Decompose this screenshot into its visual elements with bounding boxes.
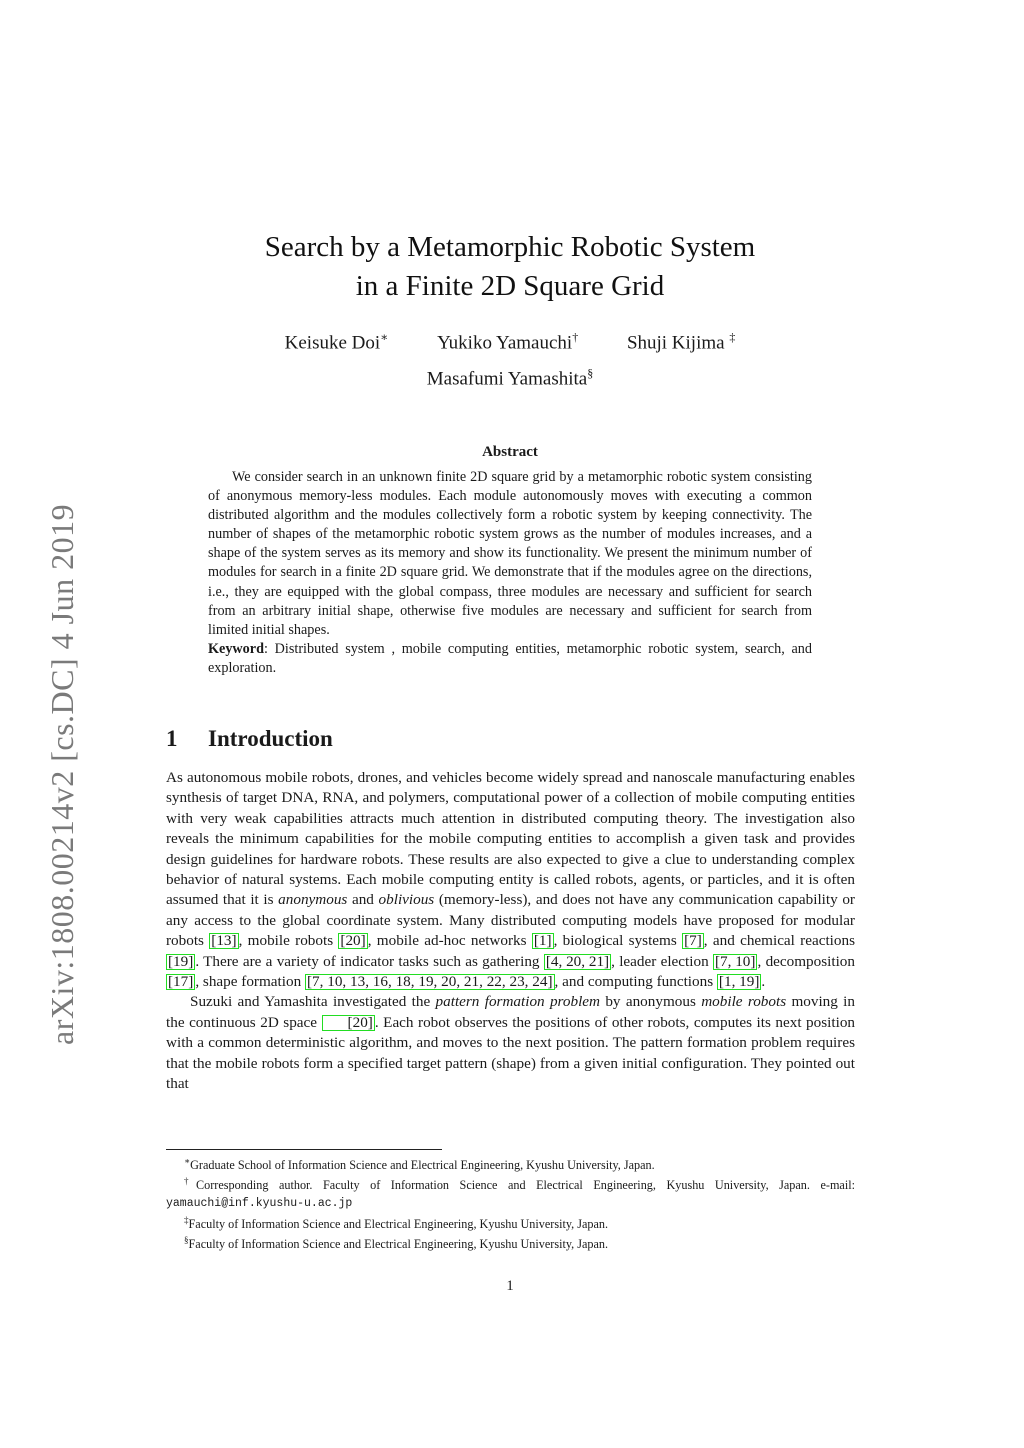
footnotes	[166, 1153, 855, 1253]
footnote: ∗Graduate School of Information Science and Electrical Engineering, Kyushu University, Japan.	[184, 1156, 655, 1173]
section-heading: 1 Introduction	[166, 726, 333, 751]
keywords: Keyword: Distributed system , mobile computing entities, metamorphic robotic system, search, and exploration.	[208, 640, 812, 676]
paragraph: As autonomous mobile robots, drones, and vehicles become widely spread and nanoscale manufacturing enables synthesis of target DNA, RNA, and polymers, computational power of a collection of mobile computing entities with very weak capabilities attracts much attention in distributed computing theory. The investigation also reveals the minimum capabilities for the mobile computing entities to accomplish a given task and provides design guidelines for hardware robots. These results are also expected to give a clue to understanding complex behavior of natural systems. Each mobile computing entity is called robots, agents, or particles, and it is often assumed that it is anonymous and oblivious (memory-less), and does not have any communication capability or any access to the global coordinate system. Many distributed computing models have proposed for modular robots [13] , mobile robots [20] , mobile ad-hoc networks [1] , biological systems [7] , and chemical reactions [19] . There are a variety of indicator tasks such as gathering [4, 20, 21] , leader election [7, 10] , decomposition [17] , shape formation [7, 10, 13, 16, 18, 19, 20, 21, 22, 23, 24] , and computing functions [1, 19] .	[166, 769, 855, 991]
author-list	[160, 322, 860, 395]
citation-link[interactable]: [13]	[211, 932, 237, 950]
footnote: †Corresponding author. Faculty of Information Science and Electrical Engineering, Kyushu University, Japan. e-mail: yamauchi@inf.kyushu-u.ac.jp	[166, 1176, 855, 1210]
citation-link[interactable]: [20]	[340, 932, 366, 950]
title-line-1: Search by a Metamorphic Robotic System	[264, 231, 756, 263]
title-line-2: in a Finite 2D Square Grid	[355, 270, 665, 302]
citation-link[interactable]: [19]	[168, 952, 194, 970]
citation-link[interactable]: [1, 19]	[718, 973, 760, 991]
author: Yukiko Yamauchi†	[437, 330, 579, 354]
page-number: 1	[506, 1278, 514, 1294]
abstract-heading: Abstract	[482, 444, 538, 460]
abstract-body	[208, 468, 812, 678]
paper-title	[160, 228, 860, 306]
footnote-rule	[166, 1149, 442, 1150]
citation-link[interactable]: [1]	[533, 932, 552, 950]
citation-link[interactable]: [7]	[684, 932, 702, 950]
footnote: §Faculty of Information Science and Electrical Engineering, Kyushu University, Japan.	[184, 1235, 609, 1252]
paragraph: Suzuki and Yamashita investigated the pattern formation problem by anonymous mobile robots moving in the continuous 2D space [20] . Each robot observes the positions of other robots, computes its next position with a common deterministic algorithm, and moves to the next position. The pattern formation problem requires that the mobile robots form a specified target pattern (shape) from a given initial configuration. They pointed out that	[166, 993, 856, 1093]
citation-link[interactable]: [7, 10, 13, 16, 18, 19, 20, 21, 22, 23, 24]	[306, 973, 553, 991]
author: Masafumi Yamashita§	[426, 366, 594, 390]
author: Keisuke Doi∗	[284, 330, 389, 354]
citation-link[interactable]: [4, 20, 21]	[545, 952, 610, 970]
body-text	[166, 768, 855, 1095]
citation-link[interactable]: [7, 10]	[714, 952, 756, 970]
footnote: ‡Faculty of Information Science and Electrical Engineering, Kyushu University, Japan.	[184, 1215, 609, 1232]
citation-link[interactable]: [17]	[168, 973, 194, 991]
abstract-text: We consider search in an unknown finite 2D square grid by a metamorphic robotic system consisting of anonymous memory-less modules. Each module autonomously moves with executing a common distributed algorithm and the modules collectively form a robotic system by keeping connectivity. The number of shapes of the metamorphic robotic system grows as the number of modules increases, and a shape of the system serves as its memory and show its functionality. We present the minimum number of modules for search in a finite 2D square grid. We demonstrate that if the modules agree on the directions, i.e., they are equipped with the global compass, three modules are necessary and sufficient for search from an arbitrary initial shape, otherwise five modules are necessary and sufficient for search from limited initial shapes.	[208, 469, 812, 638]
author: Shuji Kijima ‡	[626, 330, 736, 354]
email-link[interactable]: yamauchi@inf.kyushu-u.ac.jp	[166, 1196, 353, 1210]
citation-link[interactable]: [20]	[322, 1015, 375, 1031]
arxiv-stamp: arXiv:1808.00214v2 [cs.DC] 4 Jun 2019	[44, 503, 80, 1045]
